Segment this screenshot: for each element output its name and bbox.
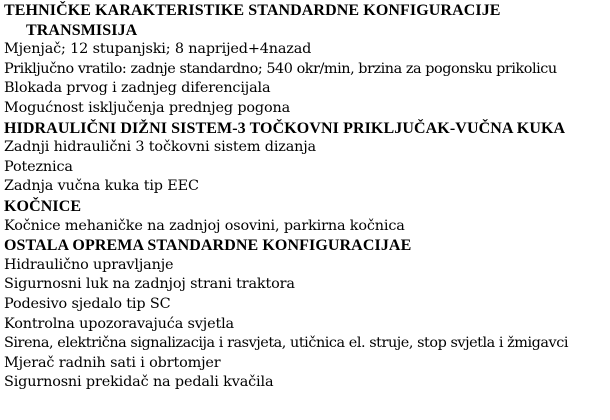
spec-item: Zadnji hidraulični 3 točkovni sistem dizanja <box>4 139 316 156</box>
spec-item: Zadnja vučna kuka tip EEC <box>4 178 199 195</box>
spec-item: Mogućnost isključenja prednjeg pogona <box>4 99 291 116</box>
spec-item: Kontrolna upozoravajuća svjetla <box>4 315 234 332</box>
section-heading-other-equipment: OSTALA OPREMA STANDARDNE KONFIGURACIJAE <box>4 237 412 255</box>
spec-item: Podesivo sjedalo tip SC <box>4 295 171 312</box>
spec-item: Sigurnosni luk na zadnjoj strani traktora <box>4 276 295 293</box>
section-heading-brakes: KOČNICE <box>4 197 82 215</box>
spec-item: Sirena, električna signalizacija i rasvjeta, utičnica el. struje, stop svjetla i žmigavci <box>4 335 568 352</box>
section-heading-hydraulic-lift: HIDRAULIČNI DIŽNI SISTEM-3 TOČKOVNI PRIKLJUČAK-VUČNA KUKA <box>4 119 566 137</box>
spec-item: Sigurnosni prekidač na pedali kvačila <box>4 374 274 391</box>
spec-item: Hidraulično upravljanje <box>4 256 174 273</box>
document-title: TEHNIČKE KARAKTERISTIKE STANDARDNE KONFIGURACIJE <box>4 2 501 19</box>
spec-item: Mjerač radnih sati i obrtomjer <box>4 354 221 371</box>
spec-item: Blokada prvog i zadnjeg diferencijala <box>4 80 271 97</box>
spec-item: Poteznica <box>4 158 73 175</box>
spec-item: Kočnice mehaničke na zadnjoj osovini, parkirna kočnica <box>4 217 405 234</box>
section-heading-transmission: TRANSMISIJA <box>26 21 138 39</box>
spec-item: Priključno vratilo: zadnje standardno; 540 okr/min, brzina za pogonsku prikolicu <box>4 60 557 77</box>
spec-item: Mjenjač; 12 stupanjski; 8 naprijed+4nazad <box>4 41 312 58</box>
spec-document <box>4 1 608 393</box>
